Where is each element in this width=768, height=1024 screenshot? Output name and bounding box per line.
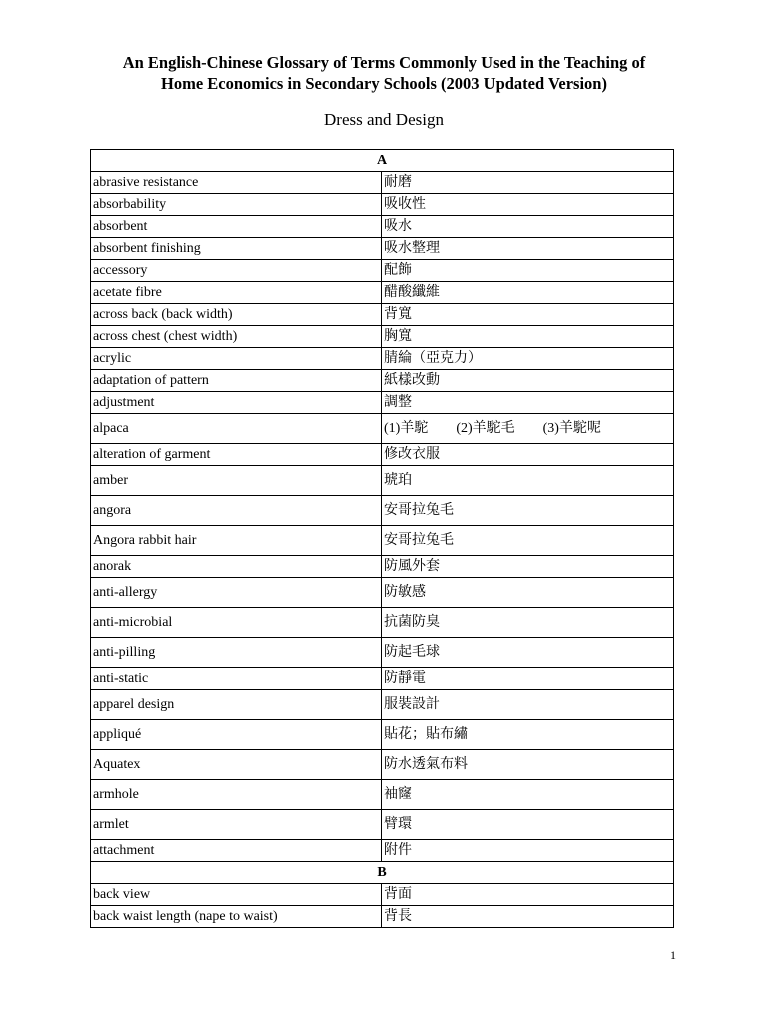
- chinese-term: 服裝設計: [382, 690, 674, 720]
- section-header-row: [91, 150, 674, 172]
- table-row: [91, 172, 674, 194]
- table-row: [91, 370, 674, 392]
- table-row: [91, 194, 674, 216]
- chinese-term: 防靜電: [382, 668, 674, 690]
- english-term: alteration of garment: [91, 444, 382, 466]
- english-term: alpaca: [91, 414, 382, 444]
- glossary-body: [91, 150, 674, 928]
- table-row: [91, 392, 674, 414]
- english-term: Aquatex: [91, 750, 382, 780]
- section-letter: A: [91, 150, 674, 172]
- table-row: [91, 444, 674, 466]
- section-header-row: [91, 862, 674, 884]
- table-row: [91, 496, 674, 526]
- english-term: across chest (chest width): [91, 326, 382, 348]
- english-term: apparel design: [91, 690, 382, 720]
- document-title: [0, 52, 768, 94]
- chinese-term: 防敏感: [382, 578, 674, 608]
- chinese-term: 防風外套: [382, 556, 674, 578]
- english-term: attachment: [91, 840, 382, 862]
- english-term: angora: [91, 496, 382, 526]
- english-term: anorak: [91, 556, 382, 578]
- chinese-term: 胸寬: [382, 326, 674, 348]
- chinese-term: 袖窿: [382, 780, 674, 810]
- table-row: [91, 578, 674, 608]
- english-term: anti-microbial: [91, 608, 382, 638]
- chinese-term: 吸收性: [382, 194, 674, 216]
- chinese-term: 吸水: [382, 216, 674, 238]
- table-row: [91, 238, 674, 260]
- english-term: back waist length (nape to waist): [91, 906, 382, 928]
- table-row: [91, 326, 674, 348]
- table-row: [91, 304, 674, 326]
- chinese-term: 醋酸纖維: [382, 282, 674, 304]
- chinese-term: 配飾: [382, 260, 674, 282]
- english-term: across back (back width): [91, 304, 382, 326]
- english-term: armlet: [91, 810, 382, 840]
- english-term: abrasive resistance: [91, 172, 382, 194]
- english-term: Angora rabbit hair: [91, 526, 382, 556]
- chinese-term: (1)羊駝 (2)羊駝毛 (3)羊駝呢: [382, 414, 674, 444]
- english-term: absorbent: [91, 216, 382, 238]
- chinese-term: 耐磨: [382, 172, 674, 194]
- page-number: 1: [670, 948, 676, 962]
- chinese-term: 調整: [382, 392, 674, 414]
- table-row: [91, 720, 674, 750]
- section-subtitle: Dress and Design: [324, 110, 444, 129]
- chinese-term: 紙樣改動: [382, 370, 674, 392]
- table-row: [91, 780, 674, 810]
- chinese-term: 腈綸（亞克力）: [382, 348, 674, 370]
- title-line-1: An English-Chinese Glossary of Terms Commonly Used in the Teaching of: [122, 53, 646, 72]
- english-term: absorbent finishing: [91, 238, 382, 260]
- table-row: [91, 840, 674, 862]
- chinese-term: 臂環: [382, 810, 674, 840]
- section-letter: B: [91, 862, 674, 884]
- table-row: [91, 260, 674, 282]
- english-term: anti-pilling: [91, 638, 382, 668]
- table-row: [91, 414, 674, 444]
- table-row: [91, 906, 674, 928]
- english-term: back view: [91, 884, 382, 906]
- chinese-term: 琥珀: [382, 466, 674, 496]
- chinese-term: 防起毛球: [382, 638, 674, 668]
- table-row: [91, 556, 674, 578]
- table-row: [91, 750, 674, 780]
- english-term: accessory: [91, 260, 382, 282]
- english-term: adaptation of pattern: [91, 370, 382, 392]
- english-term: acrylic: [91, 348, 382, 370]
- table-row: [91, 466, 674, 496]
- english-term: anti-allergy: [91, 578, 382, 608]
- table-row: [91, 638, 674, 668]
- table-row: [91, 608, 674, 638]
- chinese-term: 背面: [382, 884, 674, 906]
- table-row: [91, 690, 674, 720]
- chinese-term: 附件: [382, 840, 674, 862]
- chinese-term: 背寬: [382, 304, 674, 326]
- chinese-term: 安哥拉兔毛: [382, 496, 674, 526]
- english-term: adjustment: [91, 392, 382, 414]
- chinese-term: 背長: [382, 906, 674, 928]
- table-row: [91, 348, 674, 370]
- english-term: amber: [91, 466, 382, 496]
- table-row: [91, 526, 674, 556]
- english-term: absorbability: [91, 194, 382, 216]
- title-line-2: Home Economics in Secondary Schools (2003 Updated Version): [161, 74, 607, 93]
- chinese-term: 吸水整理: [382, 238, 674, 260]
- table-row: [91, 884, 674, 906]
- glossary-table: [90, 149, 674, 928]
- chinese-term: 安哥拉兔毛: [382, 526, 674, 556]
- table-row: [91, 216, 674, 238]
- english-term: armhole: [91, 780, 382, 810]
- table-row: [91, 668, 674, 690]
- chinese-term: 修改衣服: [382, 444, 674, 466]
- english-term: appliqué: [91, 720, 382, 750]
- chinese-term: 防水透氣布料: [382, 750, 674, 780]
- chinese-term: 貼花；貼布繡: [382, 720, 674, 750]
- english-term: anti-static: [91, 668, 382, 690]
- chinese-term: 抗菌防臭: [382, 608, 674, 638]
- table-row: [91, 282, 674, 304]
- table-row: [91, 810, 674, 840]
- english-term: acetate fibre: [91, 282, 382, 304]
